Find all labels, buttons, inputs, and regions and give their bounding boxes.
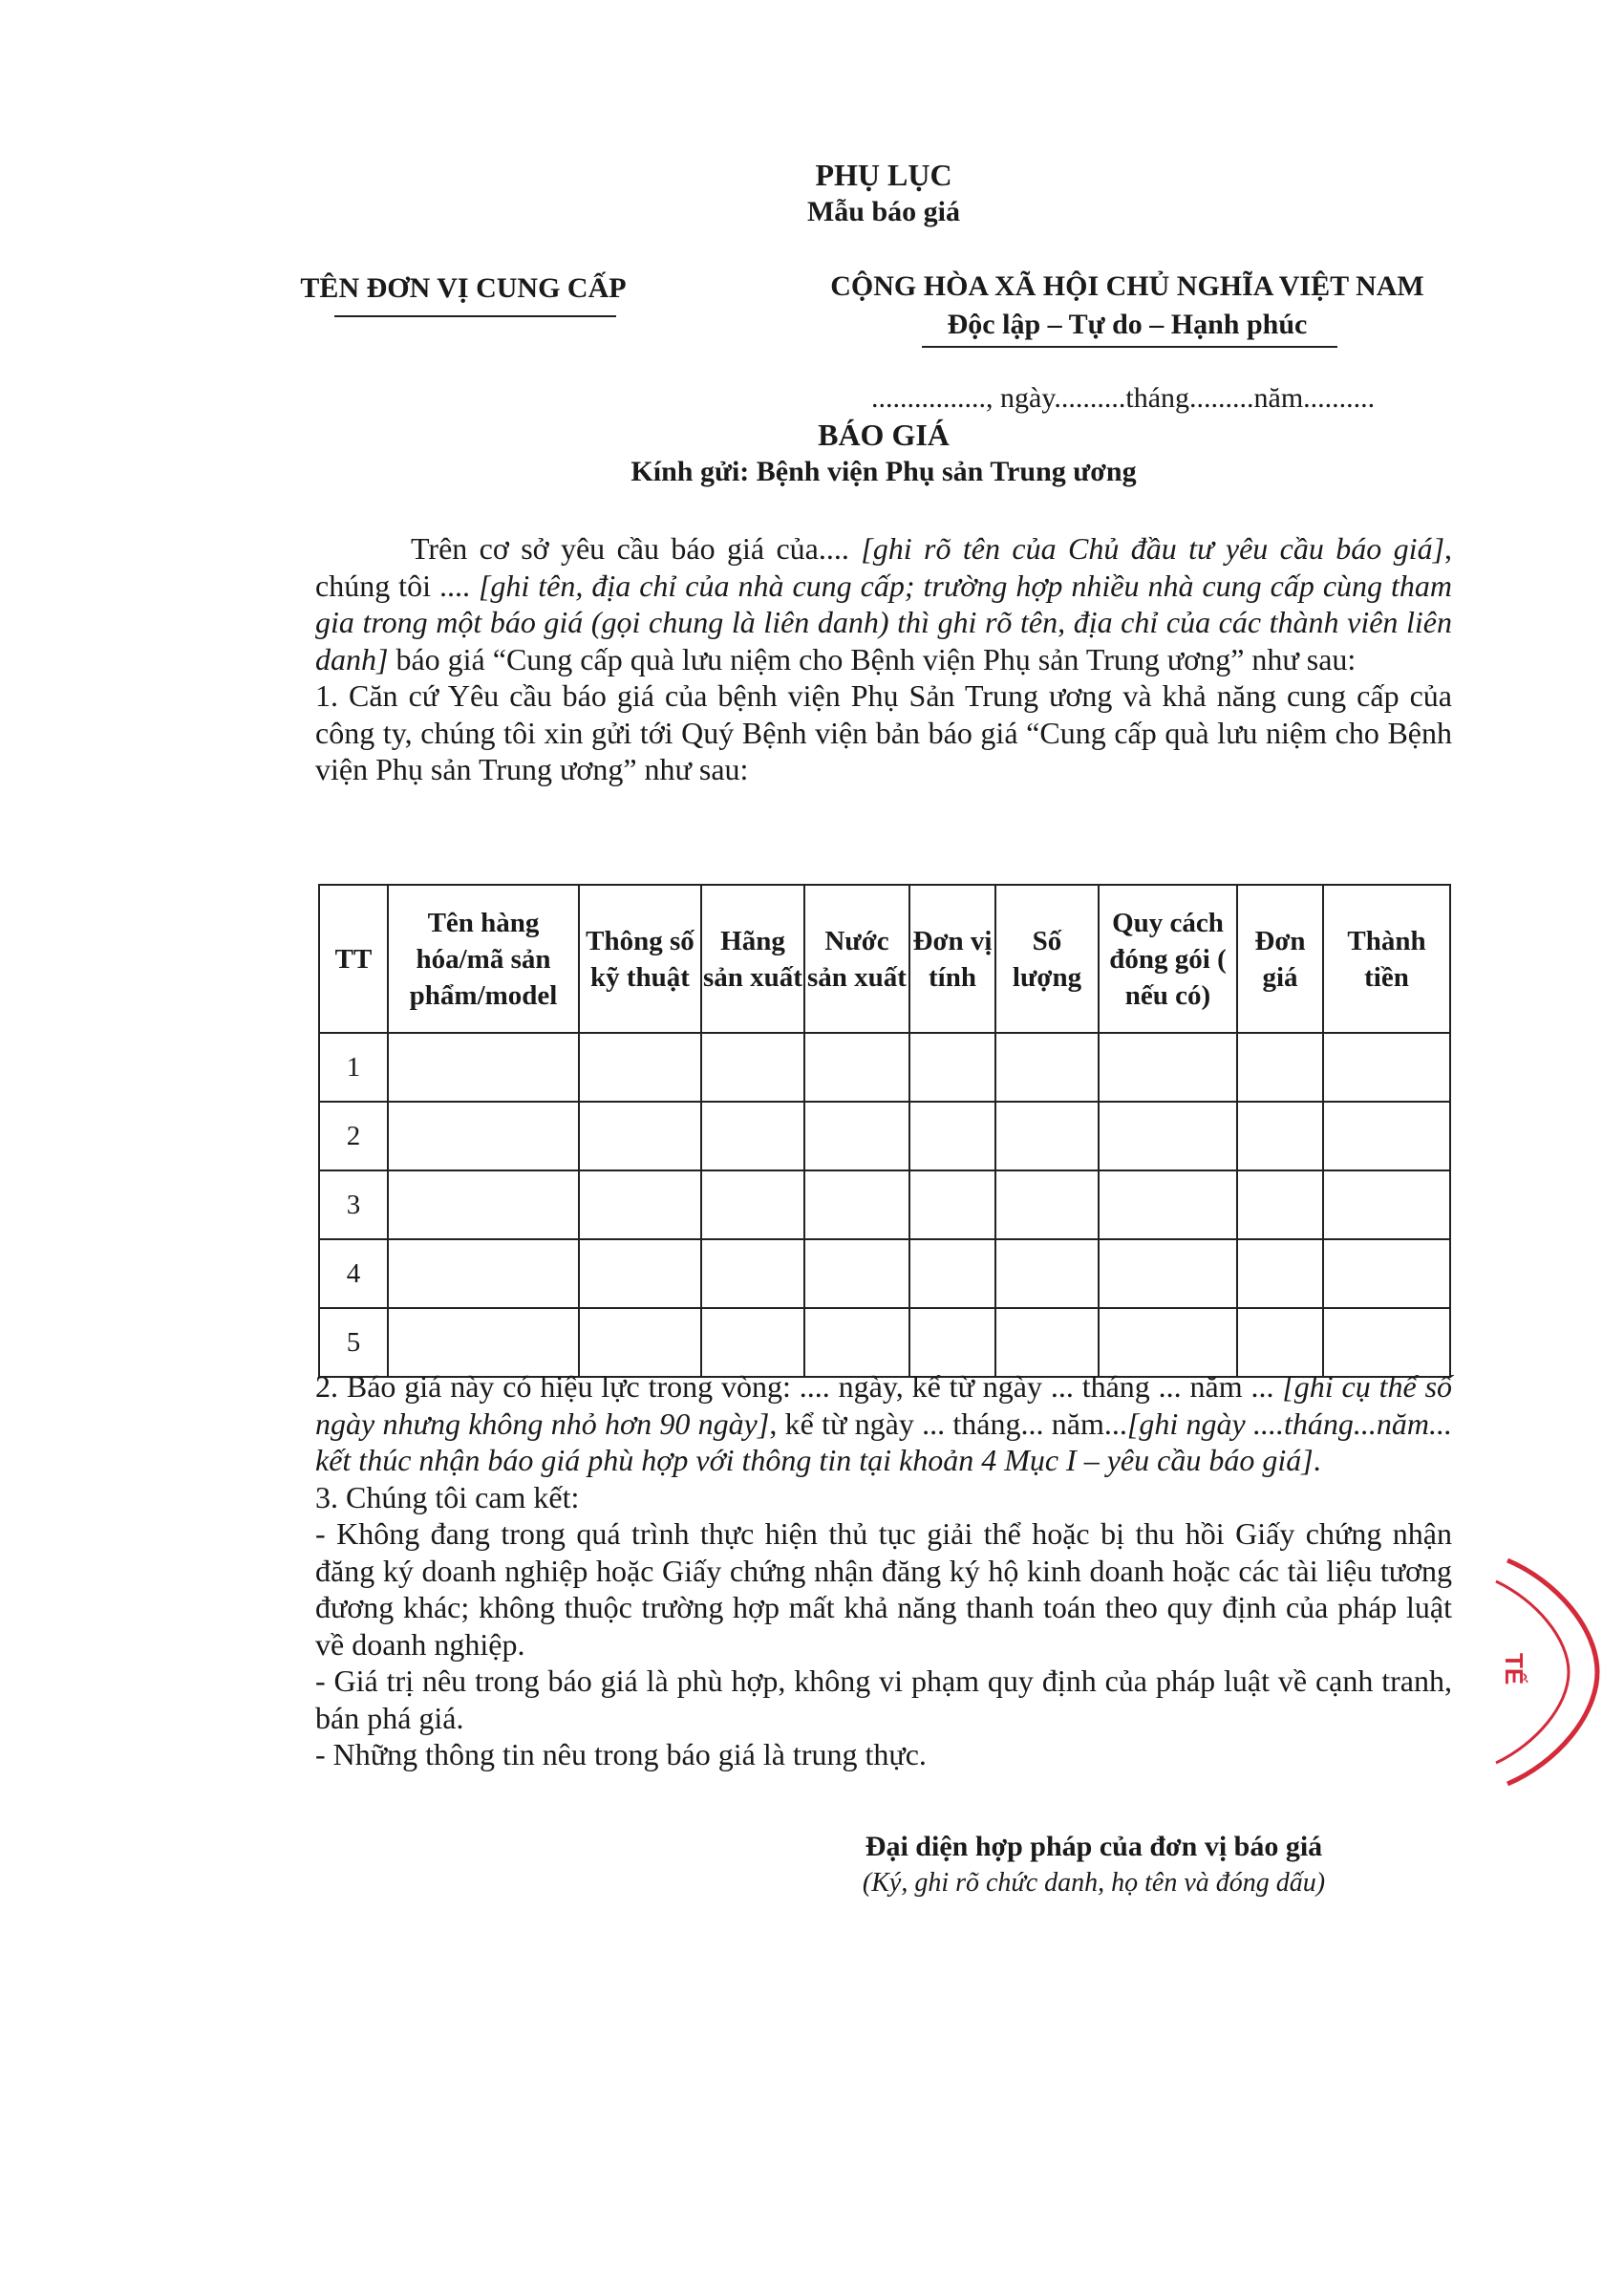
- table-cell: [995, 1033, 1099, 1102]
- table-cell: [701, 1308, 804, 1377]
- table-cell: [804, 1170, 909, 1239]
- table-cell: [804, 1308, 909, 1377]
- table-row: [319, 1033, 1450, 1102]
- table-cell: [579, 1102, 701, 1170]
- table-cell: [579, 1033, 701, 1102]
- validity-text-1: 2. Báo giá này có hiệu lực trong vòng: .... ngày, kể từ ngày ... tháng ... năm ...: [315, 1369, 1274, 1404]
- table-cell: [909, 1308, 995, 1377]
- table-row: [319, 1308, 1450, 1377]
- column-header: Tên hàng hóa/mã sản phẩm/model: [388, 885, 579, 1033]
- quotation-title: BÁO GIÁ: [818, 418, 950, 452]
- intro-text-1: Trên cơ sở yêu cầu báo giá của....: [411, 531, 849, 566]
- table-cell: [1099, 1033, 1237, 1102]
- intro-paragraph: [315, 530, 1452, 677]
- table-cell: [1323, 1102, 1450, 1170]
- table-cell: [701, 1033, 804, 1102]
- table-cell: [1237, 1170, 1323, 1239]
- table-cell: [388, 1308, 579, 1377]
- row-number: 4: [319, 1239, 388, 1308]
- row-number: 1: [319, 1033, 388, 1102]
- motto-underline: [922, 346, 1337, 348]
- table-cell: [909, 1239, 995, 1308]
- table-cell: [701, 1239, 804, 1308]
- table-cell: [579, 1308, 701, 1377]
- recipient-line: Kính gửi: Bệnh viện Phụ sản Trung ương: [630, 456, 1137, 487]
- quotation-table: [318, 884, 1451, 1378]
- table-cell: [909, 1170, 995, 1239]
- table-cell: [1099, 1102, 1237, 1170]
- table-cell: [909, 1102, 995, 1170]
- signature-title: Đại diện hợp pháp của đơn vị báo giá: [865, 1831, 1323, 1862]
- column-header: TT: [319, 885, 388, 1033]
- validity-italic-1: [ghi cụ thể số ngày nhưng không nhỏ hơn 90 ngày]: [315, 1369, 1453, 1441]
- table-row: [319, 1170, 1450, 1239]
- column-header: Đơn giá: [1237, 885, 1323, 1033]
- stamp-text: TẾ: [1500, 1653, 1528, 1685]
- table-cell: [388, 1102, 579, 1170]
- table-cell: [579, 1239, 701, 1308]
- column-header: Quy cách đóng gói ( nếu có): [1099, 885, 1237, 1033]
- supplier-underline: [334, 315, 616, 317]
- validity-text-3: .: [1313, 1443, 1321, 1477]
- table-row: [319, 1102, 1450, 1170]
- column-header: Nước sản xuất: [804, 885, 909, 1033]
- intro-italic-2: [ghi tên, địa chỉ của nhà cung cấp; trường hợp nhiều nhà cung cấp cùng tham gia trong một báo giá (gọi chung là liên danh) thì ghi rõ tên, địa chỉ của các thành viên liên danh]: [315, 568, 1453, 676]
- commitment-item: - Giá trị nêu trong báo giá là phù hợp, không vi phạm quy định của pháp luật về cạnh tranh, bán phá giá.: [315, 1663, 1452, 1735]
- table-cell: [1237, 1239, 1323, 1308]
- table-row: [319, 1239, 1450, 1308]
- table-cell: [995, 1308, 1099, 1377]
- terms-section: [315, 1368, 1452, 1773]
- commitment-item: - Những thông tin nêu trong báo giá là trung thực.: [315, 1737, 927, 1771]
- table-cell: [701, 1170, 804, 1239]
- intro-text-3: báo giá “Cung cấp quà lưu niệm cho Bệnh viện Phụ sản Trung ương” như sau:: [395, 641, 1357, 676]
- table-cell: [1323, 1033, 1450, 1102]
- basis-paragraph: 1. Căn cứ Yêu cầu báo giá của bệnh viện Phụ Sản Trung ương và khả năng cung cấp của công ty, chúng tôi xin gửi tới Quý Bệnh viện bản báo giá “Cung cấp quà lưu niệm cho Bệnh viện Phụ sản Trung ương” như sau:: [315, 678, 1452, 786]
- table-cell: [1323, 1239, 1450, 1308]
- appendix-title: PHỤ LỤC: [815, 158, 952, 192]
- column-header: Số lượng: [995, 885, 1099, 1033]
- table-cell: [1099, 1308, 1237, 1377]
- date-line: ................, ngày..........tháng.........năm..........: [871, 382, 1376, 414]
- table-cell: [1323, 1170, 1450, 1239]
- column-header: Hãng sản xuất: [701, 885, 804, 1033]
- table-header-row: [319, 885, 1450, 1033]
- table-cell: [1237, 1102, 1323, 1170]
- national-motto: Độc lập – Tự do – Hạnh phúc: [947, 309, 1308, 340]
- table-cell: [1099, 1170, 1237, 1239]
- table-cell: [579, 1170, 701, 1239]
- column-header: Thông số kỹ thuật: [579, 885, 701, 1033]
- validity-paragraph: [315, 1368, 1452, 1479]
- supplier-name-label: TÊN ĐƠN VỊ CUNG CẤP: [300, 272, 627, 304]
- table-cell: [909, 1033, 995, 1102]
- intro-italic-1: [ghi rõ tên của Chủ đầu tư yêu cầu báo giá]: [861, 531, 1445, 566]
- table-cell: [995, 1239, 1099, 1308]
- table-cell: [804, 1033, 909, 1102]
- table-cell: [701, 1102, 804, 1170]
- table-cell: [804, 1102, 909, 1170]
- commitment-heading: 3. Chúng tôi cam kết:: [315, 1479, 580, 1514]
- table-cell: [388, 1033, 579, 1102]
- table-cell: [804, 1239, 909, 1308]
- row-number: 3: [319, 1170, 388, 1239]
- signature-note: (Ký, ghi rõ chức danh, họ tên và đóng dấu): [862, 1868, 1326, 1898]
- column-header: Thành tiền: [1323, 885, 1450, 1033]
- validity-italic-2: [ghi ngày ....tháng...năm... kết thúc nhận báo giá phù hợp với thông tin tại khoản 4 Mục I – yêu cầu báo giá]: [315, 1406, 1453, 1477]
- table-cell: [388, 1239, 579, 1308]
- table-cell: [995, 1102, 1099, 1170]
- row-number: 5: [319, 1308, 388, 1377]
- commitment-item: - Không đang trong quá trình thực hiện thủ tục giải thể hoặc bị thu hồi Giấy chứng nhận đăng ký doanh nghiệp hoặc Giấy chứng nhận đăng ký hộ kinh doanh hoặc các tài liệu tương đương khác; không thuộc trường hợp mất khả năng thanh toán theo quy định của pháp luật về doanh nghiệp.: [315, 1516, 1452, 1662]
- table-cell: [1323, 1308, 1450, 1377]
- intro-section: [315, 530, 1452, 788]
- table-cell: [1237, 1308, 1323, 1377]
- row-number: 2: [319, 1102, 388, 1170]
- appendix-subtitle: Mẫu báo giá: [806, 196, 961, 227]
- country-name: CỘNG HÒA XÃ HỘI CHỦ NGHĨA VIỆT NAM: [830, 270, 1424, 302]
- table-cell: [1099, 1239, 1237, 1308]
- table-cell: [388, 1170, 579, 1239]
- column-header: Đơn vị tính: [909, 885, 995, 1033]
- table-cell: [1237, 1033, 1323, 1102]
- intro-text-2: , chúng tôi ....: [315, 531, 1453, 603]
- table-cell: [995, 1170, 1099, 1239]
- validity-text-2: , kể từ ngày ... tháng... năm...: [769, 1406, 1127, 1441]
